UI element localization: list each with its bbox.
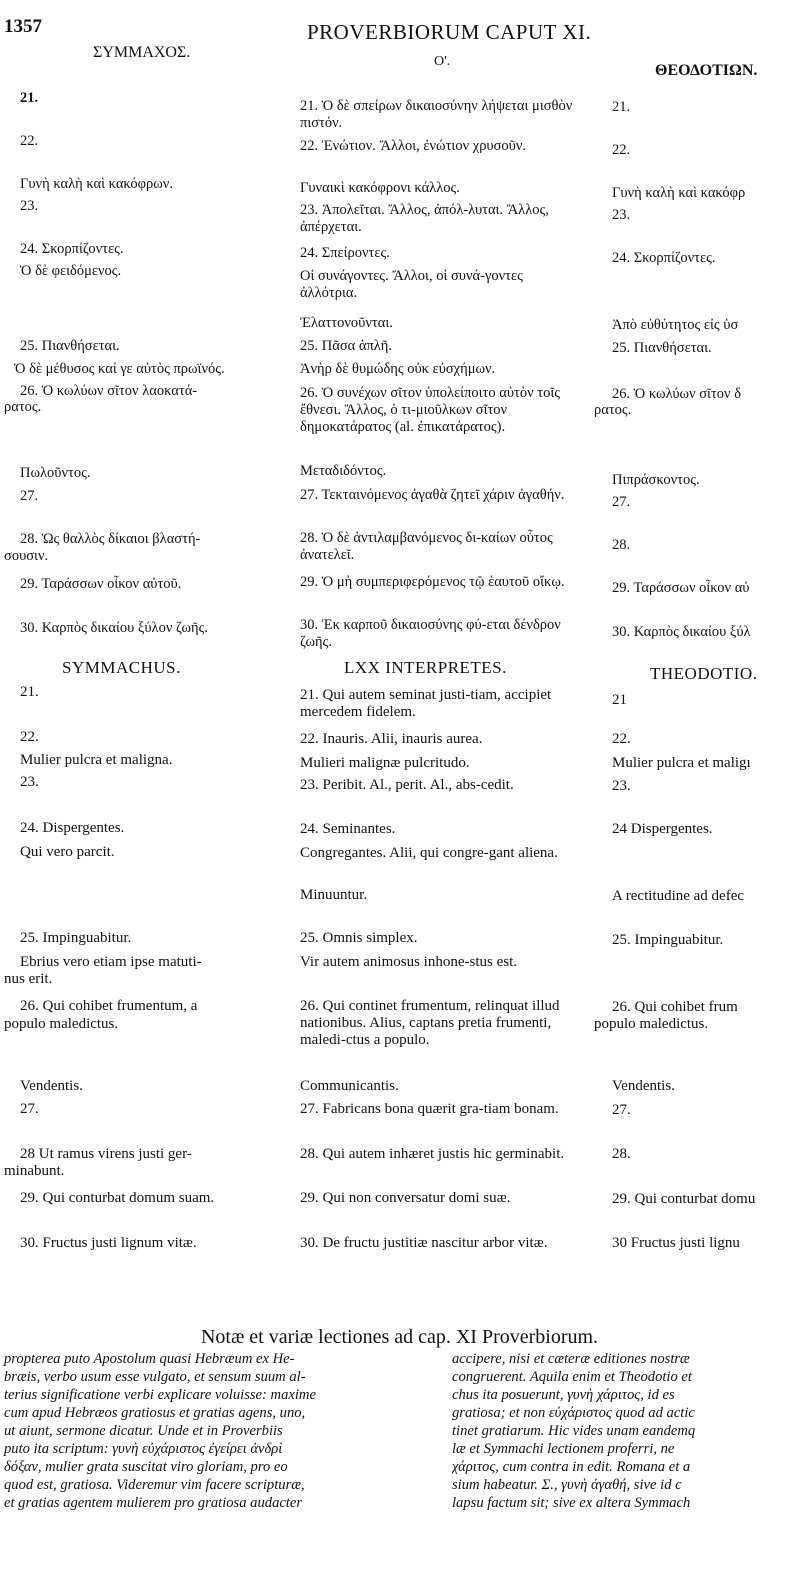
latin-lxx-entry: 27. Fabricans bona quærit gra-tiam bonam.: [300, 1101, 559, 1117]
greek-lxx-entry: 29. Ὁ μὴ συμπεριφερόμενος τῷ ἑαυτοῦ οἴκῳ.: [300, 574, 565, 590]
greek-theodotion-line: 30. Καρπὸς δικαίου ξύλ: [612, 624, 751, 640]
latin-symmachus-line: 28 Ut ramus virens justi ger-: [20, 1146, 192, 1162]
greek-symmachus-line: Πωλοῦντος.: [20, 465, 91, 481]
notes-line: læ et Symmachi lectionem proferri, ne: [452, 1441, 675, 1457]
latin-theodotio-line: 29. Qui conturbat domu: [612, 1191, 756, 1207]
latin-symmachus-line: 26. Qui cohibet frumentum, a: [20, 998, 198, 1014]
greek-lxx-entry: 21. Ὁ δὲ σπείρων δικαιοσύνην λήψεται μισθὸν πιστόν.: [300, 98, 573, 131]
notes-line: propterea puto Apostolum quasi Hebræum ex He-: [4, 1351, 295, 1367]
notes-line: puto ita scriptum: γυνὴ εὐχάριστος ἐγείρει ἀνδρὶ: [4, 1441, 283, 1457]
greek-lxx-entry: 23. Ἀπολεῖται. Ἄλλος, ἀπόλ-λυται. Ἄλλος, ἀπέρχεται.: [300, 202, 549, 235]
page-number: 1357: [4, 16, 42, 37]
latin-lxx-entry: 23. Peribit. Al., perit. Al., abs-cedit.: [300, 777, 514, 793]
latin-lxx-entry: Congregantes. Alii, qui congre-gant aliena.: [300, 845, 558, 861]
greek-symmachus-heading: ΣΥΜΜΑΧΟΣ.: [93, 44, 191, 61]
latin-symmachus-line: minabunt.: [4, 1163, 65, 1179]
notes-line: chus ita posuerunt, γυνὴ χάριτος, id es: [452, 1387, 675, 1403]
notes-line: sium habeatur. Σ., γυνὴ ἀγαθή, sive id c: [452, 1477, 682, 1493]
latin-lxx-entry: Vir autem animosus inhone-stus est.: [300, 954, 517, 970]
greek-symmachus-line: 21.: [20, 90, 39, 106]
greek-theodotion-line: 24. Σκορπίζοντες.: [612, 250, 716, 266]
greek-theodotion-line: Ἀπὸ εὐθύτητος εἰς ὑσ: [612, 317, 739, 333]
notes-line: terius significatione verbi explicare voluisse: maxime: [4, 1387, 316, 1403]
greek-symmachus-line: 25. Πιανθήσεται.: [20, 338, 120, 354]
latin-theodotio-line: populo maledictus.: [594, 1016, 709, 1032]
notes-line: bræis, verbo usum esse vulgato, et sensum suum al-: [4, 1369, 306, 1385]
greek-theodotion-line: Γυνὴ καλὴ καὶ κακόφρ: [612, 185, 746, 201]
greek-symmachus-line: 28. Ὡς θαλλὸς δίκαιοι βλαστή-: [20, 531, 201, 547]
greek-theodotion-line: 21.: [612, 99, 631, 115]
greek-theodotion-line: 29. Ταράσσων οἶκον αὐ: [612, 580, 750, 596]
greek-lxx-entry: 26. Ὁ συνέχων σῖτον ὑπολείποιτο αὐτὸν τοῖς ἔθνεσι. Ἄλλος, ὁ τι-μιοῦλκων σῖτον δημοκατάρατος (al. ἐπικατάρατος).: [300, 385, 561, 435]
latin-lxx-entry: 30. De fructu justitiæ nascitur arbor vitæ.: [300, 1235, 548, 1251]
greek-symmachus-line: 22.: [20, 133, 39, 149]
notes-line: accipere, nisi et cæteræ editiones nostræ: [452, 1351, 690, 1367]
greek-lxx-entry: Γυναικὶ κακόφρονι κάλλος.: [300, 180, 460, 196]
latin-lxx-entry: Communicantis.: [300, 1078, 399, 1094]
notes-line: lapsu factum sit; sive ex altera Symmach: [452, 1495, 691, 1511]
latin-theodotio-line: Mulier pulcra et maligı: [612, 755, 751, 771]
latin-lxx-entry: Mulieri malignæ pulcritudo.: [300, 755, 470, 771]
greek-symmachus-line: σουσιν.: [4, 548, 49, 564]
greek-lxx-entry: 24. Σπείροντες.: [300, 245, 390, 261]
greek-theodotion-line: 26. Ὁ κωλύων σῖτον δ: [612, 386, 742, 402]
latin-symmachus-line: 25. Impinguabitur.: [20, 930, 132, 946]
latin-theodotio-line: Vendentis.: [612, 1078, 675, 1094]
greek-symmachus-line: 27.: [20, 488, 39, 504]
latin-symmachus-line: 30. Fructus justi lignum vitæ.: [20, 1235, 197, 1251]
page-title: PROVERBIORUM CAPUT XI.: [307, 20, 592, 44]
notes-line: χάριτος, cum contra in edit. Romana et a: [452, 1459, 691, 1475]
latin-symmachus-line: nus erit.: [4, 971, 53, 987]
greek-lxx-entry: 25. Πᾶσα ἁπλῆ.: [300, 338, 393, 354]
greek-lxx-heading: Ο'.: [434, 54, 451, 69]
latin-symmachus-line: 29. Qui conturbat domum suam.: [20, 1190, 215, 1206]
latin-symmachus-line: populo maledictus.: [4, 1016, 119, 1032]
greek-theodotion-line: 22.: [612, 142, 631, 158]
greek-symmachus-line: Ὁ δὲ μέθυσος καί γε αὐτὸς πρωϊνός.: [14, 361, 225, 377]
greek-theodotion-line: Πιπράσκοντος.: [612, 472, 700, 488]
latin-lxx-entry: 24. Seminantes.: [300, 821, 396, 837]
latin-theodotio-line: 25. Impinguabitur.: [612, 932, 724, 948]
greek-symmachus-line: 30. Καρπὸς δικαίου ξύλον ζωῆς.: [20, 620, 208, 636]
latin-theodotio-line: 30 Fructus justi lignu: [612, 1235, 740, 1251]
latin-symmachus-line: Ebrius vero etiam ipse matuti-: [20, 954, 202, 970]
notes-title: Notæ et variæ lectiones ad cap. XI Proverbiorum.: [200, 1326, 599, 1348]
latin-symmachus-line: 24. Dispergentes.: [20, 820, 125, 836]
latin-symmachus-line: 22.: [20, 729, 39, 745]
greek-symmachus-line: 26. Ὁ κωλύων σῖτον λαοκατά-: [20, 383, 198, 399]
greek-theodotion-line: 23.: [612, 207, 631, 223]
greek-symmachus-line: ρατος.: [4, 399, 42, 415]
greek-theodotion-line: 25. Πιανθήσεται.: [612, 340, 712, 356]
latin-theodotio-line: 22.: [612, 731, 631, 747]
notes-right-column: [452, 1350, 799, 1512]
latin-theodotio-line: 26. Qui cohibet frum: [612, 999, 738, 1015]
latin-theodotio-line: 21: [612, 692, 627, 708]
latin-symmachus-line: Mulier pulcra et maligna.: [20, 752, 173, 768]
latin-theodotio-line: 27.: [612, 1102, 631, 1118]
greek-lxx-entry: Ἀνὴρ δὲ θυμώδης οὐκ εὐσχήμων.: [300, 361, 496, 377]
greek-lxx-entry: Μεταδιδόντος.: [300, 463, 387, 479]
greek-theodotion-heading: ΘΕΟΔΟΤΙΩΝ.: [655, 62, 758, 79]
latin-lxx-entry: 21. Qui autem seminat justi-tiam, accipiet mercedem fidelem.: [300, 687, 552, 720]
notes-line: tinet gratiarum. Hic vides unam eandemq: [452, 1423, 696, 1439]
notes-line: ut aiunt, sermone dicatur. Unde et in Proverbiis: [4, 1423, 283, 1439]
greek-lxx-entry: 22. Ἐνώτιον. Ἄλλοι, ἐνώτιον χρυσοῦν.: [300, 138, 527, 154]
latin-theodotio-line: A rectitudine ad defec: [612, 888, 745, 904]
latin-lxx-entry: 22. Inauris. Alii, inauris aurea.: [300, 731, 483, 747]
latin-lxx-entry: Minuuntur.: [300, 887, 368, 903]
greek-symmachus-line: 23.: [20, 198, 39, 214]
latin-symmachus-line: Vendentis.: [20, 1078, 83, 1094]
latin-symmachus-heading: SYMMACHUS.: [62, 658, 181, 677]
greek-lxx-entry: 30. Ἐκ καρποῦ δικαιοσύνης φύ-εται δένδρον ζωῆς.: [300, 617, 561, 650]
latin-symmachus-line: Qui vero parcit.: [20, 844, 115, 860]
latin-lxx-entry: 29. Qui non conversatur domi suæ.: [300, 1190, 511, 1206]
greek-theodotion-line: 27.: [612, 494, 631, 510]
greek-theodotion-line: ρατος.: [594, 402, 632, 418]
latin-symmachus-line: 27.: [20, 1101, 39, 1117]
greek-lxx-entry: Ἐλαττονοῦνται.: [300, 315, 393, 331]
notes-line: cum apud Hebræos gratiosus et gratias agens, uno,: [4, 1405, 306, 1421]
greek-lxx-entry: 27. Τεκταινόμενος ἀγαθὰ ζητεῖ χάριν ἀγαθήν.: [300, 487, 565, 503]
notes-line: et gratias agentem mulierem pro gratiosa audacter: [4, 1495, 303, 1511]
notes-line: gratiosa; et non εὐχάριστος quod ad actic: [452, 1405, 695, 1421]
latin-theodotio-line: 24 Dispergentes.: [612, 821, 713, 837]
greek-lxx-entry: 28. Ὁ δὲ ἀντιλαμβανόμενος δι-καίων οὗτος ἀνατελεῖ.: [300, 530, 553, 563]
greek-lxx-entry: Οἱ συνάγοντες. Ἄλλοι, οἱ συνά-γοντες ἀλλότρια.: [300, 268, 523, 301]
latin-theodotio-line: 28.: [612, 1146, 631, 1162]
greek-symmachus-line: Γυνὴ καλὴ καὶ κακόφρων.: [20, 176, 173, 192]
latin-theodotio-heading: THEODOTIO.: [650, 664, 758, 683]
latin-lxx-entry: 25. Omnis simplex.: [300, 930, 418, 946]
notes-line: δόξαν, mulier grata suscitat viro gloriam, pro eo: [4, 1459, 288, 1475]
latin-lxx-entry: 26. Qui continet frumentum, relinquat illud nationibus. Alius, captans pretia frumenti, maledi-ctus a populo.: [300, 998, 560, 1048]
greek-theodotion-line: 28.: [612, 537, 631, 553]
greek-symmachus-line: Ὁ δὲ φειδόμενος.: [20, 263, 122, 279]
greek-symmachus-line: 24. Σκορπίζοντες.: [20, 241, 124, 257]
latin-symmachus-line: 23.: [20, 774, 39, 790]
notes-left-column: [4, 1350, 434, 1512]
latin-symmachus-line: 21.: [20, 684, 39, 700]
latin-lxx-heading: LXX INTERPRETES.: [344, 658, 507, 677]
latin-lxx-entry: 28. Qui autem inhæret justis hic germinabit.: [300, 1146, 565, 1162]
greek-symmachus-line: 29. Ταράσσων οἶκον αὐτοῦ.: [20, 576, 182, 592]
latin-theodotio-line: 23.: [612, 778, 631, 794]
notes-line: congruerent. Aquila enim et Theodotio et: [452, 1369, 692, 1385]
notes-line: quod est, gratiosa. Videremur vim facere scripturæ,: [4, 1477, 305, 1493]
